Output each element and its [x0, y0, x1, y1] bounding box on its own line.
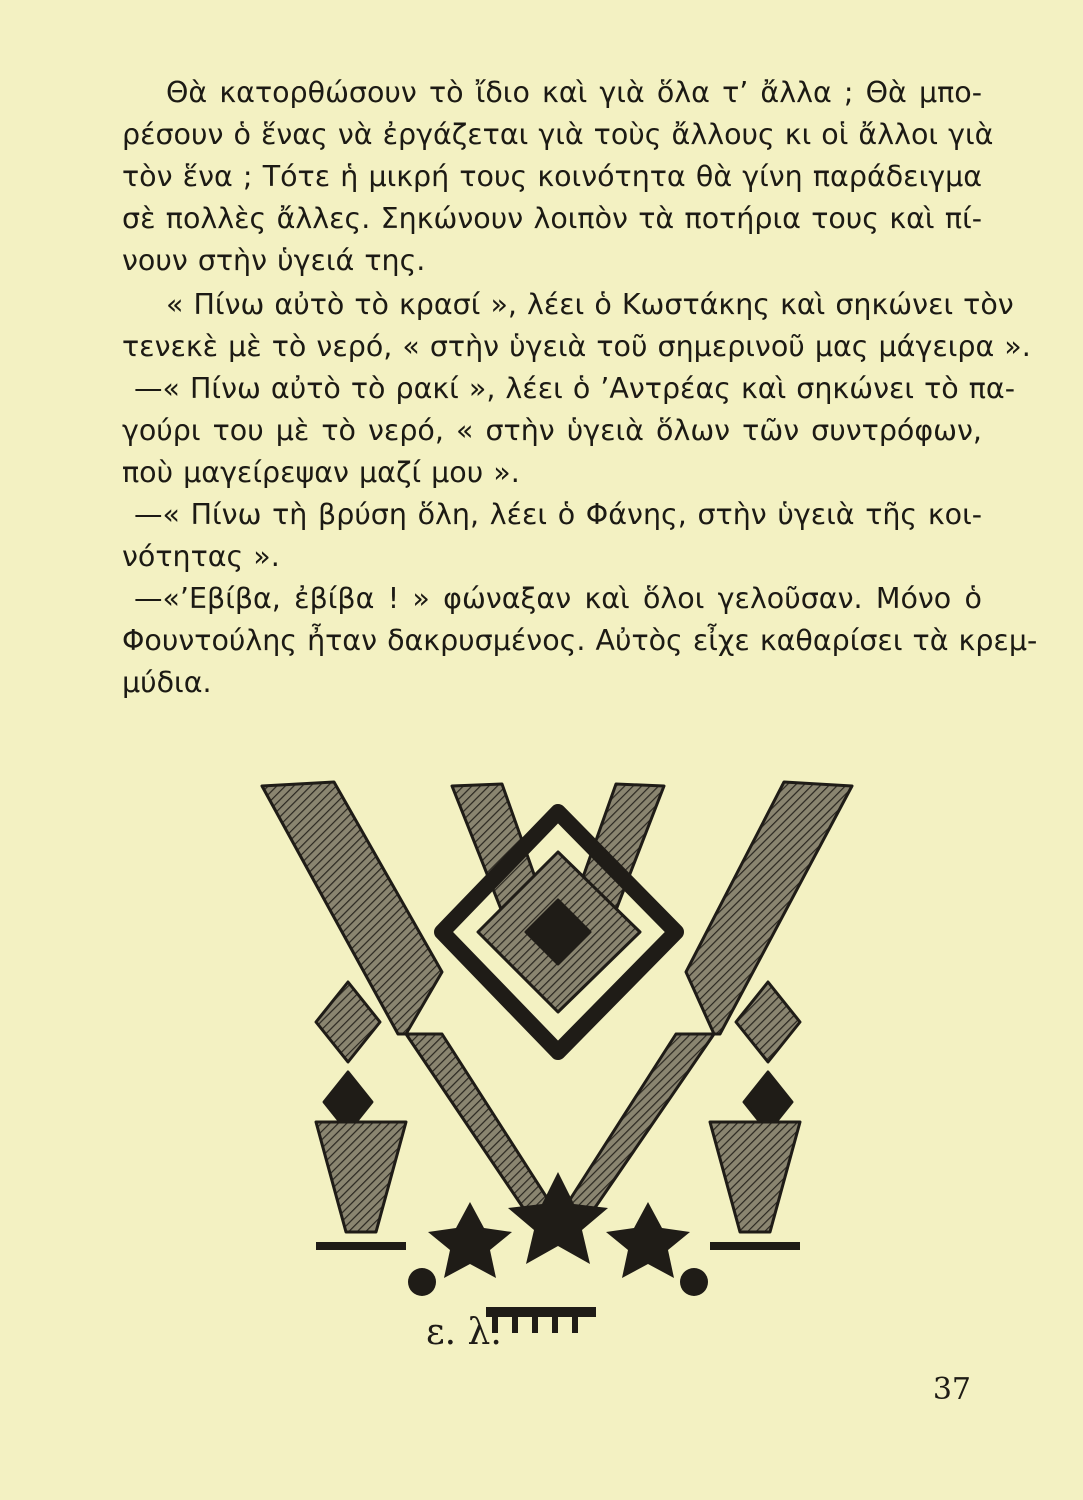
text-line: σὲ πολλὲς ἄλλες. Σηκώνουν λοιπὸν τὰ ποτήρια τους καὶ πί- — [122, 202, 982, 235]
paragraph-2 — [122, 284, 1031, 368]
text-line: Φουντούλης ἦταν δακρυσμένος. Αὐτὸς εἶχε καθαρίσει τὰ κρεμ- — [122, 624, 1038, 657]
text-line: —«’Εβίβα, ἐβίβα ! » φώναξαν καὶ ὅλοι γελοῦσαν. Μόνο ὁ — [134, 582, 982, 615]
text-line: « Πίνω αὐτὸ τὸ κρασί », λέει ὁ Κωστάκης καὶ σηκώνει τὸν — [166, 288, 1014, 321]
ornament-signature: ε. λ. — [426, 1312, 502, 1352]
text-line: Θὰ κατορθώσουν τὸ ἴδιο καὶ γιὰ ὅλα τ’ ἄλλα ; Θὰ μπο- — [166, 76, 982, 109]
paragraph-3 — [122, 368, 1015, 494]
paragraph-5 — [122, 578, 1038, 704]
text-line: —« Πίνω αὐτὸ τὸ ρακί », λέει ὁ ’Αντρέας καὶ σηκώνει τὸ πα- — [134, 372, 1015, 405]
text-line: —« Πίνω τὴ βρύση ὅλη, λέει ὁ Φάνης, στὴν ὑγειὰ τῆς κοι- — [134, 498, 982, 531]
text-line: γούρι του μὲ τὸ νερό, « στὴν ὑγειὰ ὅλων τῶν συντρόφων, — [122, 414, 982, 447]
text-line: ρέσουν ὁ ἕνας νὰ ἐργάζεται γιὰ τοὺς ἄλλους κι οἱ ἄλλοι γιὰ — [122, 118, 994, 151]
paragraph-1 — [122, 72, 994, 282]
text-line: μύδια. — [122, 666, 212, 699]
text-line: τενεκὲ μὲ τὸ νερό, « στὴν ὑγειὰ τοῦ σημερινοῦ μας μάγειρα ». — [122, 330, 1031, 363]
text-line: τὸν ἕνα ; Τότε ἡ μικρή τους κοινότητα θὰ γίνη παράδειγμα — [122, 160, 982, 193]
text-line: νότητας ». — [122, 540, 280, 573]
page-number: 37 — [932, 1372, 971, 1407]
folk-woodcut-ornament-icon — [256, 772, 860, 1352]
body-text — [122, 72, 1038, 704]
text-line: ποὺ μαγείρεψαν μαζί μου ». — [122, 456, 520, 489]
text-line: νουν στὴν ὑγειά της. — [122, 244, 426, 277]
paragraph-4 — [122, 494, 982, 578]
